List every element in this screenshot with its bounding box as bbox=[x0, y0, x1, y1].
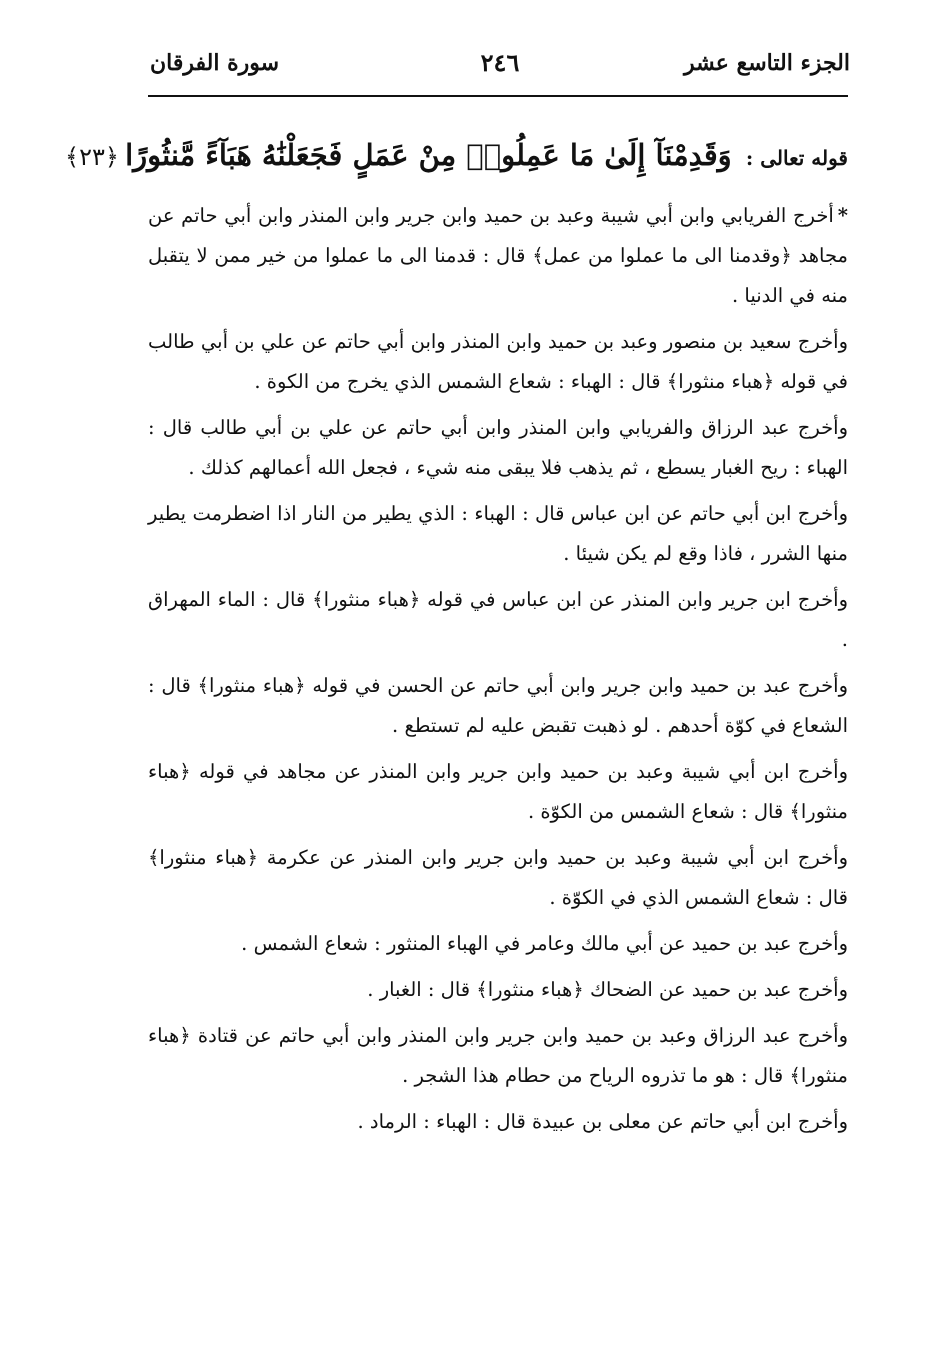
page-number: ٢٤٦ bbox=[480, 48, 520, 77]
narration-paragraph: وأخرج ابن أبي حاتم عن ابن عباس قال : الهباء : الذي يطير من النار اذا اضطرمت يطير منها الشرر ، فاذا وقع لم يكن شيئا . bbox=[148, 502, 848, 565]
narration-paragraph: وأخرج ابن أبي شيبة وعبد بن حميد وابن جرير وابن المنذر عن عكرمة ﴿هباء منثورا﴾ قال : شعاع الشمس الذي في الكوّة . bbox=[148, 846, 848, 909]
narration-paragraph: وأخرج عبد الرزاق وعبد بن حميد وابن جرير وابن المنذر وابن أبي حاتم عن قتادة ﴿هباء منثورا﴾ قال : هو ما تذروه الرياح من حطام هذا الشجر . bbox=[148, 1024, 848, 1087]
narration-paragraph: وأخرج عبد بن حميد وابن جرير وابن أبي حاتم عن الحسن في قوله ﴿هباء منثورا﴾ قال : الشعاع في كوّة أحدهم . لو ذهبت تقبض عليه لم تستطع . bbox=[148, 674, 848, 737]
verse-label: قوله تعالى : bbox=[745, 146, 848, 170]
part-title: الجزء التاسع عشر bbox=[683, 50, 850, 76]
narration-paragraph: وأخرج سعيد بن منصور وعبد بن حميد وابن المنذر وابن أبي حاتم عن علي بن أبي طالب في قوله ﴿هباء منثورا﴾ قال : الهباء : شعاع الشمس الذي يخرج من الكوة . bbox=[148, 330, 848, 393]
narration-paragraph bbox=[148, 196, 848, 316]
page-body bbox=[65, 126, 848, 1148]
narration-paragraph: وأخرج ابن أبي حاتم عن معلى بن عبيدة قال : الهباء : الرماد . bbox=[357, 1110, 848, 1133]
narration-paragraph: وأخرج عبد الرزاق والفريابي وابن المنذر وابن أبي حاتم عن علي بن أبي طالب قال : الهباء : ريح الغبار يسطع ، ثم يذهب فلا يبقى منه شيء ، فجعل الله أعمالهم كذلك . bbox=[148, 416, 848, 479]
narration-paragraph: وأخرج عبد بن حميد عن أبي مالك وعامر في الهباء المنثور : شعاع الشمس . bbox=[241, 932, 848, 955]
page-header bbox=[150, 44, 850, 90]
quran-verse: وَقَدِمْنَآ إِلَىٰ مَا عَمِلُوا۟ مِنْ عَمَلٍ فَجَعَلْنَٰهُ هَبَآءً مَّنثُورًا bbox=[125, 138, 732, 172]
narration-paragraph: وأخرج ابن أبي شيبة وعبد بن حميد وابن جرير وابن المنذر عن مجاهد في قوله ﴿هباء منثورا﴾ قال : شعاع الشمس من الكوّة . bbox=[148, 760, 848, 823]
star-marker: * bbox=[837, 204, 848, 227]
narration-paragraph: وأخرج عبد بن حميد عن الضحاك ﴿هباء منثورا﴾ قال : الغبار . bbox=[367, 978, 848, 1001]
header-rule bbox=[148, 95, 848, 97]
narration-paragraph: وأخرج ابن جرير وابن المنذر عن ابن عباس في قوله ﴿هباء منثورا﴾ قال : الماء المهراق . bbox=[148, 588, 848, 651]
surah-title: سورة الفرقان bbox=[150, 50, 280, 76]
verse-heading bbox=[65, 126, 848, 184]
paragraph-text: أخرج الفريابي وابن أبي شيبة وعبد بن حميد وابن جرير وابن المنذر وابن أبي حاتم عن مجاهد ﴿وقدمنا الى ما عملوا من عمل﴾ قال : قدمنا الى ما عملوا من خير ممن لا يتقبل منه في الدنيا . bbox=[148, 204, 848, 307]
verse-number-mark: ﴿٢٣﴾ bbox=[65, 143, 119, 171]
